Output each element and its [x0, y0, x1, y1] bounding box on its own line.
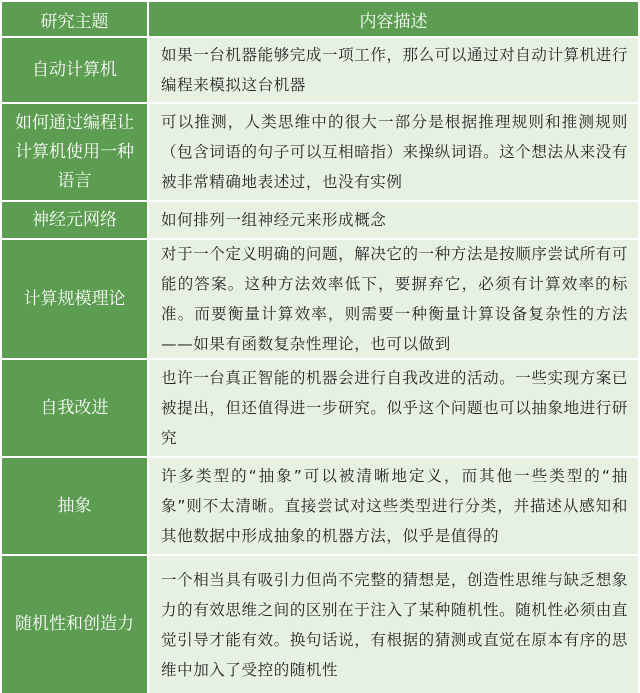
row-content: 一个相当具有吸引力但尚不完整的猜想是，创造性思维与缺乏想象力的有效思维之间的区别在于注入了某种随机性。随机性必须由直觉引导才能有效。换句话说，有根据的猜测或直觉在原本有序的思维中加入了受控的随机性: [149, 556, 638, 693]
row-content: 也许一台真正智能的机器会进行自我改进的活动。一些实现方案已被提出，但还值得进一步研究。似乎这个问题也可以抽象地进行研究: [149, 360, 638, 456]
research-topics-table: [2, 2, 638, 685]
row-topic: 自我改进: [2, 360, 147, 456]
row-content: 可以推测，人类思维中的很大一部分是根据推理规则和推测规则（包含词语的句子可以互相暗指）来操纵词语。这个想法从来没有被非常精确地表述过，也没有实例: [149, 104, 638, 200]
row-content: 如何排列一组神经元来形成概念: [149, 202, 638, 238]
row-content: 如果一台机器能够完成一项工作，那么可以通过对自动计算机进行编程来模拟这台机器: [149, 38, 638, 102]
row-topic: 如何通过编程让计算机使用一种语言: [2, 104, 147, 200]
row-topic: 计算规模理论: [2, 240, 147, 358]
row-content: 对于一个定义明确的问题，解决它的一种方法是按顺序尝试所有可能的答案。这种方法效率低下，要摒弃它，必须有计算效率的标准。而要衡量计算效率，则需要一种衡量计算设备复杂性的方法——如果有函数复杂性理论，也可以做到: [149, 240, 638, 358]
row-content: 许多类型的“抽象”可以被清晰地定义，而其他一些类型的“抽象”则不太清晰。直接尝试对这些类型进行分类，并描述从感知和其他数据中形成抽象的机器方法，似乎是值得的: [149, 458, 638, 554]
row-topic: 随机性和创造力: [2, 556, 147, 693]
row-topic: 自动计算机: [2, 38, 147, 102]
header-content: 内容描述: [149, 2, 638, 36]
row-topic: 抽象: [2, 458, 147, 554]
header-topic: 研究主题: [2, 2, 147, 36]
row-topic: 神经元网络: [2, 202, 147, 238]
